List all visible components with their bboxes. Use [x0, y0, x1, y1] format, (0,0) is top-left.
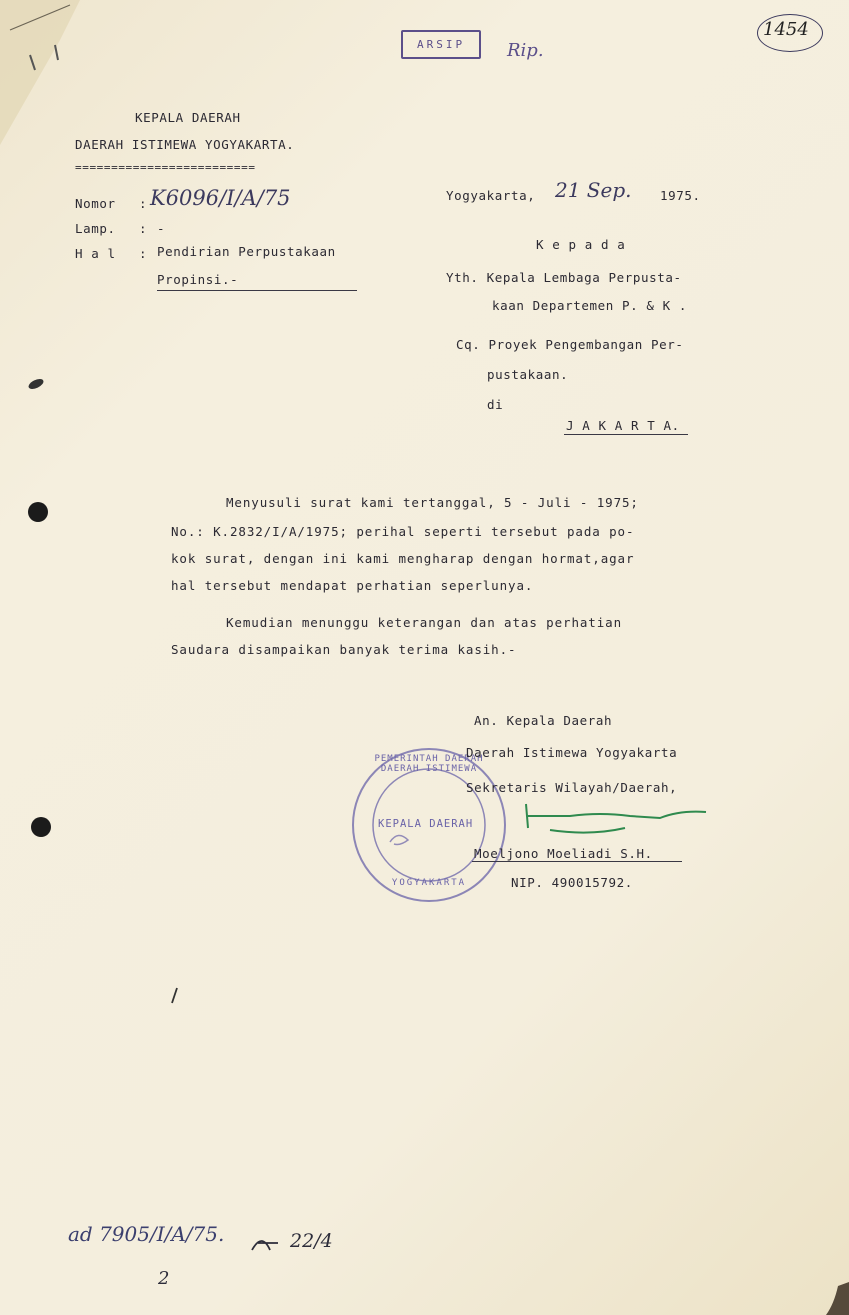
corner-damage: [0, 0, 120, 150]
letterhead-line1: KEPALA DAERAH: [135, 110, 241, 125]
seal-arc-bottom: YOGYAKARTA: [391, 878, 467, 888]
punch-hole-top: [28, 502, 48, 522]
signature-line1: An. Kepala Daerah: [474, 713, 613, 728]
body-p2-line2: Saudara disampaikan banyak terima kasih.-: [171, 642, 517, 657]
official-seal: [350, 746, 508, 904]
letterhead-rule: =========================: [75, 161, 256, 174]
recipient-kepada: K e p a d a: [536, 237, 626, 252]
hal-value-2: Propinsi.-: [157, 272, 239, 287]
recipient-line3: Cq. Proyek Pengembangan Per-: [456, 337, 684, 352]
date-place: Yogyakarta,: [446, 188, 536, 203]
punch-hole-bottom: [31, 817, 51, 837]
footer-note-number: 2: [158, 1268, 170, 1289]
lamp-value: -: [157, 221, 166, 236]
lamp-colon: :: [139, 221, 148, 236]
archive-note: Rip.: [507, 40, 544, 61]
archive-stamp: ARSIP: [401, 30, 481, 59]
signature-line3: Sekretaris Wilayah/Daerah,: [466, 780, 678, 795]
footer-initial-mark: [248, 1228, 288, 1258]
body-p1-line3: kok surat, dengan ini kami mengharap dengan hormat,agar: [171, 551, 635, 566]
nomor-value: K6096/I/A/75: [150, 186, 291, 210]
recipient-line1: Yth. Kepala Lembaga Perpusta-: [446, 270, 682, 285]
body-p2-line1: Kemudian menunggu keterangan dan atas perhatian: [226, 615, 623, 630]
nomor-label: Nomor: [75, 196, 116, 211]
signatory-name: Moeljono Moeliadi S.H.: [474, 846, 653, 861]
hal-underline: [157, 290, 357, 291]
signatory-nip: NIP. 490015792.: [511, 875, 633, 890]
page-number: 1454: [763, 19, 809, 40]
hal-label: H a l: [75, 246, 116, 261]
signature-line2: Daerah Istimewa Yogyakarta: [466, 745, 678, 760]
hal-colon: :: [139, 246, 148, 261]
ink-blot: [26, 374, 56, 394]
signatory-underline: [472, 861, 682, 862]
handwritten-signature: [520, 798, 710, 843]
recipient-line4: pustakaan.: [487, 367, 569, 382]
recipient-line2: kaan Departemen P. & K .: [492, 298, 688, 313]
recipient-di: di: [487, 397, 504, 412]
lamp-label: Lamp.: [75, 221, 116, 236]
body-p1-line2: No.: K.2832/I/A/1975; perihal seperti tersebut pada po-: [171, 524, 635, 539]
recipient-city: J A K A R T A.: [566, 418, 680, 433]
footer-note-date: 22/4: [290, 1230, 333, 1252]
body-p1-line4: hal tersebut mendapat perhatian seperlunya.: [171, 578, 534, 593]
letterhead-line2: DAERAH ISTIMEWA YOGYAKARTA.: [75, 137, 295, 152]
corner-stain: [818, 1282, 849, 1315]
seal-arc-top: PEMERINTAH DAERAH DAERAH ISTIMEWA: [374, 754, 484, 774]
date-year: 1975.: [660, 188, 701, 203]
pencil-mark: [168, 986, 182, 1006]
seal-center: KEPALA DAERAH: [378, 818, 474, 830]
hal-value-1: Pendirian Perpustakaan: [157, 244, 336, 259]
city-underline: [564, 434, 688, 435]
date-handwritten: 21 Sep.: [555, 178, 632, 202]
body-p1-line1: Menyusuli surat kami tertanggal, 5 - Juli - 1975;: [226, 495, 639, 510]
nomor-colon: :: [139, 196, 148, 211]
footer-note-reference: ad 7905/I/A/75.: [68, 1222, 225, 1246]
